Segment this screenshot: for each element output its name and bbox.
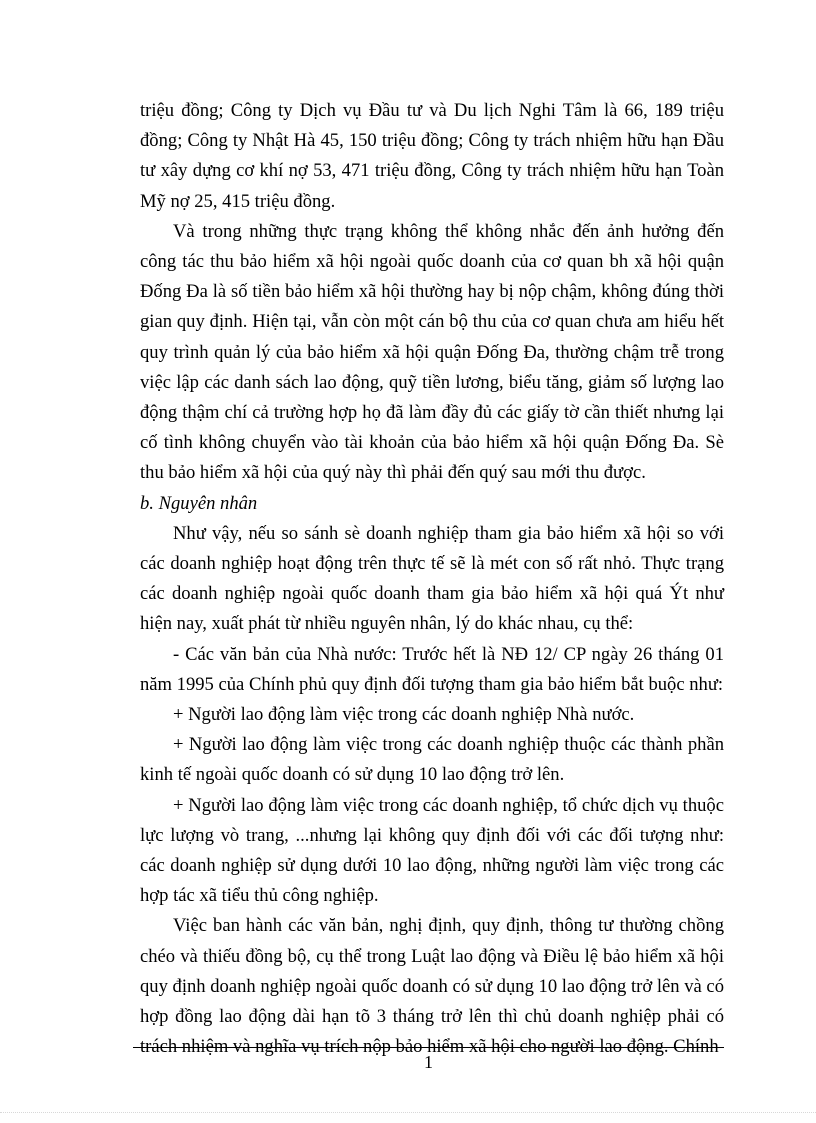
- page-number: 1: [424, 1052, 433, 1072]
- paragraph-late-payment: Và trong những thực trạng không thể không nhắc đến ảnh hưởng đến công tác thu bảo hiểm xã hội ngoài quốc doanh của cơ quan bh xã hội quận Đống Đa là số tiền bảo hiểm xã hội thường hay bị nộp chậm, không đúng thời gian quy định. Hiện tại, vẫn còn một cán bộ thu của cơ quan chưa am hiểu hết quy trình quản lý của bảo hiểm xã hội quận Đống Đa, thường chậm trễ trong việc lập các danh sách lao động, quỹ tiền lương, biểu tăng, giảm số lượng lao động thậm chí cả trường hợp họ đã làm đầy đủ các giấy tờ cần thiết nhưng lại cố tình không chuyển vào tài khoản của bảo hiểm xã hội quận Đống Đa. Sè thu bảo hiểm xã hội của quý này thì phải đến quý sau mới thu được.: [140, 220, 724, 484]
- footer-divider: [133, 1047, 724, 1048]
- body-text: [140, 96, 724, 1063]
- list-item-armed-forces: + Người lao động làm việc trong các doanh nghiệp, tổ chức dịch vụ thuộc lực lượng vò trang, ...nhưng lại không quy định đối với các đối tượng như: các doanh nghiệp sử dụng dưới 10 lao động, những người làm việc trong các hợp tác xã tiểu thủ công nghiệp.: [140, 794, 724, 907]
- paragraph-state-documents: - Các văn bản của Nhà nước: Trước hết là NĐ 12/ CP ngày 26 tháng 01 năm 1995 của Chính phủ quy định đối tượng tham gia bảo hiểm bắt buộc như:: [140, 643, 724, 695]
- paragraph-comparison: Như vậy, nếu so sánh sè doanh nghiệp tham gia bảo hiểm xã hội so với các doanh nghiệp hoạt động trên thực tế sẽ là mét con số rất nhỏ. Thực trạng các doanh nghiệp ngoài quốc doanh tham gia bảo hiểm xã hội quá Ýt như hiện nay, xuất phát từ nhiều nguyên nhân, lý do khác nhau, cụ thể:: [140, 522, 724, 635]
- paragraph-continuation: triệu đồng; Công ty Dịch vụ Đầu tư và Du lịch Nghi Tâm là 66, 189 triệu đồng; Công ty Nhật Hà 45, 150 triệu đồng; Công ty trách nhiệm hữu hạn Đầu tư xây dựng cơ khí nợ 53, 471 triệu đồng, Công ty trách nhiệm hữu hạn Toàn Mỹ nợ 25, 415 triệu đồng.: [140, 100, 724, 212]
- list-item-state-enterprises: + Người lao động làm việc trong các doanh nghiệp Nhà nước.: [173, 704, 635, 726]
- paragraph-overlapping-regulations: Việc ban hành các văn bản, nghị định, quy định, thông tư thường chồng chéo và thiếu đồng bộ, cụ thể trong Luật lao động và Điều lệ bảo hiểm xã hội quy định doanh nghiệp ngoài quốc doanh có sử dụng 10 lao động trở lên và có hợp đồng lao động dài hạn tõ 3 tháng trở lên thì chủ doanh nghiệp phải có trách nhiệm và nghĩa vụ trích nộp bảo hiểm xã hội cho người lao động. Chính: [140, 915, 724, 1058]
- section-heading-causes: b. Nguyên nhân: [140, 492, 258, 514]
- list-item-non-state-enterprises: + Người lao động làm việc trong các doanh nghiệp thuộc các thành phần kinh tế ngoài quốc doanh có sử dụng 10 lao động trở lên.: [140, 734, 724, 786]
- page-bottom-edge: [0, 1112, 816, 1113]
